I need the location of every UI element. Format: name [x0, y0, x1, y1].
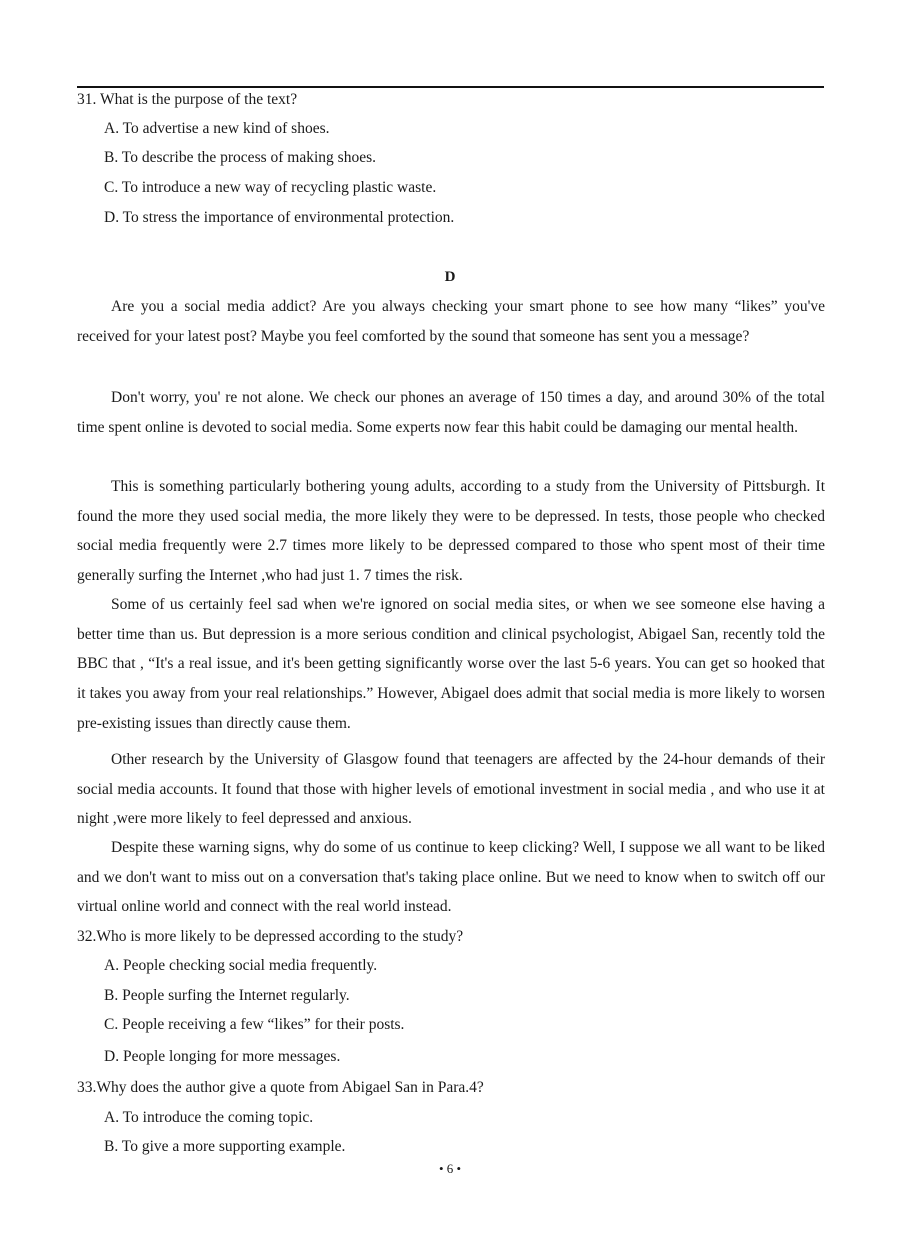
header-rule — [77, 86, 824, 88]
passage-paragraph-4: Some of us certainly feel sad when we're ignored on social media sites, or when we see someone else having a better time than us. But depression is a more serious condition and clinical psychologist, Abigael San, recently told the BBC that , “It's a real issue, and it's been getting significantly worse over the last 5-6 years. You can get so hooked that it takes you away from your real relationships.” However, Abigael does admit that social media is more likely to worsen pre-existing issues than directly cause them. — [77, 596, 825, 732]
question-32-option-c: C. People receiving a few “likes” for their posts. — [104, 1016, 405, 1033]
passage-paragraph-3: This is something particularly bothering young adults, according to a study from the University of Pittsburgh. It found the more they used social media, the more likely they were to be depressed. In tests, those people who checked social media frequently were 2.7 times more likely to be depressed compared to those who spent most of their time generally surfing the Internet ,who had just 1. 7 times the risk. — [77, 478, 825, 585]
question-33-option-a: A. To introduce the coming topic. — [104, 1109, 314, 1126]
passage-paragraph-5: Other research by the University of Glasgow found that teenagers are affected by the 24-hour demands of their social media accounts. It found that those with higher levels of emotional investment in social media , and who use it at night ,were more likely to feel depressed and anxious. — [77, 751, 825, 828]
question-31-option-a: A. To advertise a new kind of shoes. — [104, 120, 330, 137]
question-32-option-b: B. People surfing the Internet regularly. — [104, 987, 350, 1004]
question-32-option-a: A. People checking social media frequently. — [104, 957, 378, 974]
question-31-option-c: C. To introduce a new way of recycling plastic waste. — [104, 179, 437, 196]
question-32-option-d: D. People longing for more messages. — [104, 1048, 341, 1065]
question-31-option-d: D. To stress the importance of environmental protection. — [104, 209, 455, 226]
passage-paragraph-6: Despite these warning signs, why do some of us continue to keep clicking? Well, I suppose we all want to be liked and we don't want to miss out on a conversation that's taking place online. But we need to know when to switch off our virtual online world and connect with the real world instead. — [77, 839, 825, 916]
question-33-option-b: B. To give a more supporting example. — [104, 1138, 346, 1155]
question-32-stem: 32.Who is more likely to be depressed according to the study? — [77, 928, 464, 945]
page-number: • 6 • — [438, 1161, 462, 1176]
question-31-stem: 31. What is the purpose of the text? — [77, 91, 298, 108]
question-31-option-b: B. To describe the process of making shoes. — [104, 149, 376, 166]
passage-paragraph-2: Don't worry, you' re not alone. We check our phones an average of 150 times a day, and around 30% of the total time spent online is devoted to social media. Some experts now fear this habit could be damaging our mental health. — [77, 389, 825, 436]
passage-paragraph-1: Are you a social media addict? Are you always checking your smart phone to see how many “likes” you've received for your latest post? Maybe you feel comforted by the sound that someone has sent you a message? — [77, 298, 825, 345]
question-33-stem: 33.Why does the author give a quote from Abigael San in Para.4? — [77, 1079, 484, 1096]
passage-title: D — [444, 269, 456, 285]
